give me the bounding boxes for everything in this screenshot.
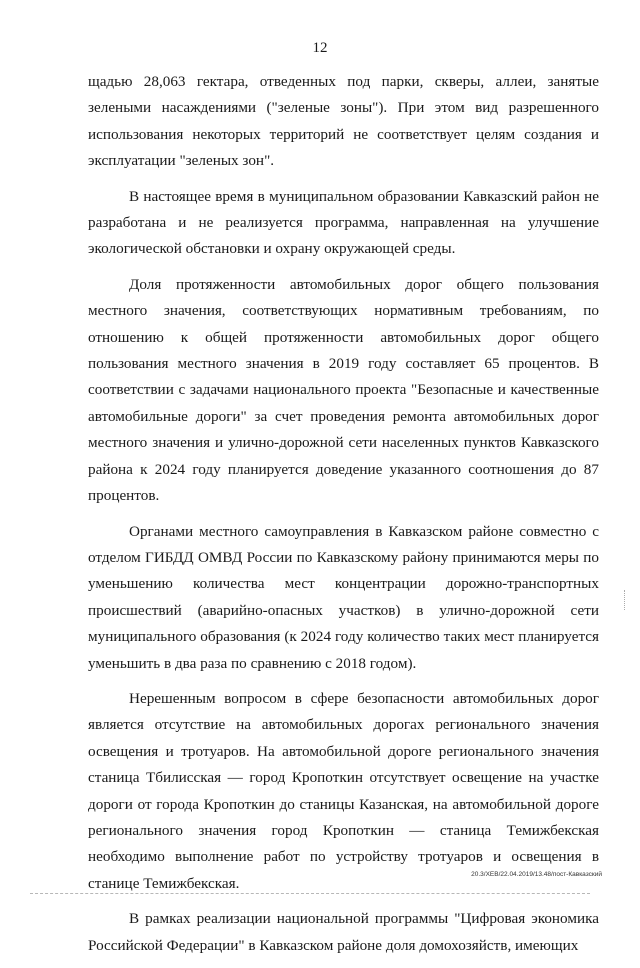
scan-bottom-artifact [30,893,590,898]
document-footer-code: 20.3/XEB/22.04.2019/13.48/пост-Кавказский [471,871,602,878]
paragraph-green-zones: щадью 28,063 гектара, отведенных под парки, скверы, аллеи, занятые зелеными насаждениями ("зеленые зоны"). При этом вид разрешенного использования некоторых территорий не соответствует целям создания и эксплуатации "зеленых зон". [88,73,599,170]
page-number: 12 [312,40,328,56]
paragraph-digital-economy: В рамках реализации национальной программы "Цифровая экономика Российской Федерации" в Кавказском районе доля домохозяйств, имеющих [88,910,599,954]
paragraph-ecology-program: В настоящее время в муниципальном образовании Кавказский район не разработана и не реализуется программа, направленная на улучшение экологической обстановки и охрану окружающей среды. [88,187,599,258]
paragraph-road-share: Доля протяженности автомобильных дорог общего пользования местного значения, соответствующих нормативным требованиям, по отношению к общей протяженности автомобильных дорог общего пользования местного значения в 2019 году составляет 65 процентов. В соответствии с задачами национального проекта "Безопасные и качественные автомобильные дороги" за счет проведения ремонта автомобильных дорог местного значения и улично-дорожной сети населенных пунктов Кавказского района к 2024 году планируется доведение указанного соотношения до 87 процентов. [88,275,599,505]
paragraph-accident-sites: Органами местного самоуправления в Кавказском районе совместно с отделом ГИБДД ОМВД России по Кавказскому району принимаются меры по уменьшению количества мест концентрации дорожно-транспортных происшествий (аварийно-опасных участков) в улично-дорожной сети муниципального образования (к 2024 году количество таких мест планируется уменьшить в два раза по сравнению с 2018 годом). [88,522,599,672]
document-body [88,69,599,968]
scan-margin-mark [624,590,631,610]
paragraph-lighting-sidewalks: Нерешенным вопросом в сфере безопасности автомобильных дорог является отсутствие на автомобильных дорогах регионального значения освещения и тротуаров. На автомобильной дороге регионального значения станица Тбилисская — город Кропоткин отсутствует освещение на участке дороги от города Кропоткин до станицы Казанская, на автомобильной дороге регионального значения город Кропоткин — станица Темижбекская необходимо выполнение работ по устройству тротуаров и освещения в станице Темижбекская. [88,689,599,892]
